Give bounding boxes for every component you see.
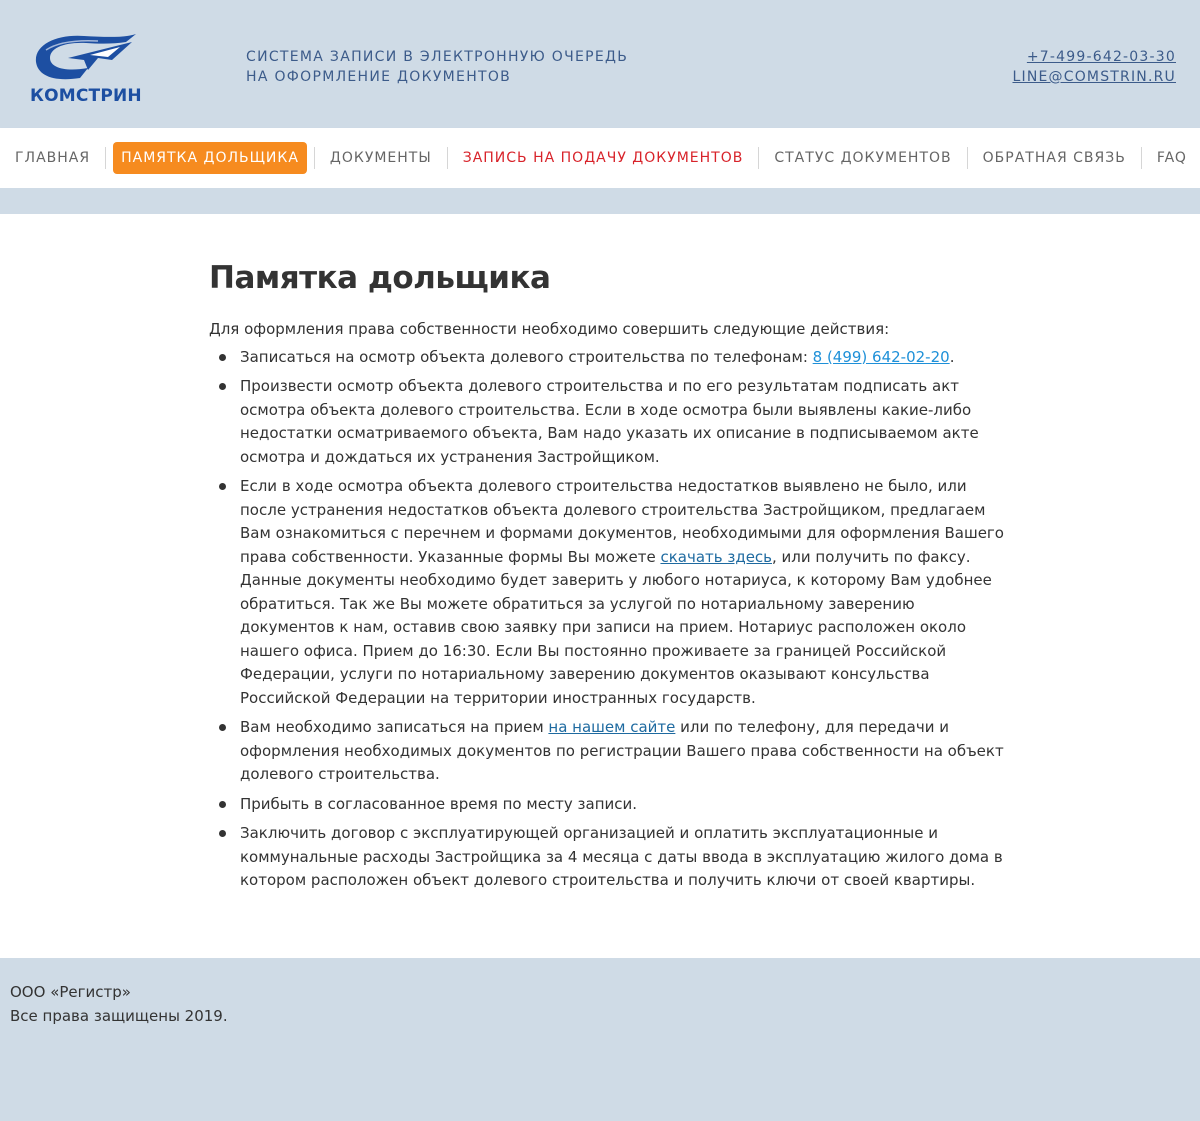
nav-divider	[1141, 147, 1142, 169]
article	[209, 260, 1009, 899]
step-3-text-end: , или получить по факсу. Данные документы необходимо будет заверить у любого нотариуса, к которому Вам удобнее обратиться. Так же Вы можете обратиться за услугой по нотариальному заверению документов к нам, оставив свою заявку при записи на прием. Нотариус расположен около нашего офиса. Прием до 16:30. Если Вы постоянно проживаете за границей Российской Федерации, услуги по нотариальному заверению документов оказывают консульства Российской Федерации на территории иностранных государств.	[240, 547, 992, 707]
list-item	[240, 822, 1009, 893]
list-item	[240, 375, 1009, 469]
step-3-text: Если в ходе осмотра объекта долевого строительства недостатков выявлено не было, или после устранения недостатков объекта долевого строительства Застройщиком, предлагаем Вам ознакомиться с перечнем и формами документов, необходимыми для оформления Вашего права собственности. Указанные формы Вы можете	[240, 477, 1004, 566]
nav-divider	[758, 147, 759, 169]
step-4-text: Вам необходимо записаться на прием	[240, 718, 549, 736]
site-footer	[10, 980, 228, 1028]
tagline-line-1: СИСТЕМА ЗАПИСИ В ЭЛЕКТРОННУЮ ОЧЕРЕДЬ	[246, 49, 629, 65]
step-4-text-end: или по телефону, для передачи и оформления необходимых документов по регистрации Вашего права собственности на объект долевого строительства.	[240, 718, 1004, 783]
nav-divider	[967, 147, 968, 169]
site-header	[0, 0, 1200, 128]
nav-item-feedback[interactable]: ОБРАТНАЯ СВЯЗЬ	[982, 150, 1126, 166]
tagline-line-2: НА ОФОРМЛЕНИЕ ДОКУМЕНТОВ	[246, 69, 512, 85]
nav-item-faq[interactable]: FAQ	[1156, 150, 1187, 166]
nav-divider	[447, 147, 448, 169]
step-1-text: Записаться на осмотр объекта долевого строительства по телефонам:	[240, 347, 813, 366]
nav-menu	[0, 142, 1200, 174]
footer-rights: Все права защищены 2019.	[10, 1007, 228, 1025]
nav-item-home[interactable]: ГЛАВНАЯ	[15, 150, 91, 166]
email-link[interactable]: LINE@COMSTRIN.RU	[1012, 69, 1176, 85]
steps-list	[209, 346, 1009, 893]
step-5-text: Прибыть в согласованное время по месту записи.	[240, 794, 638, 813]
bullet-icon	[219, 354, 226, 361]
list-item	[240, 793, 1009, 817]
footer-company: ООО «Регистр»	[10, 983, 131, 1001]
download-forms-link[interactable]: скачать здесь	[660, 547, 773, 566]
nav-divider	[314, 147, 315, 169]
header-contacts	[1012, 47, 1176, 87]
phone-link[interactable]: +7-499-642-03-30	[1026, 49, 1176, 65]
bullet-icon	[219, 483, 226, 490]
inspection-phone-link[interactable]: 8 (499) 642-02-20	[812, 347, 950, 366]
page-title: Памятка дольщика	[209, 260, 551, 296]
main-content	[0, 214, 1200, 958]
step-1-text-end: .	[949, 347, 955, 366]
intro-text: Для оформления права собственности необходимо совершить следующие действия:	[209, 320, 890, 338]
company-logo[interactable]	[28, 28, 148, 108]
nav-item-shareholder-memo[interactable]: ПАМЯТКА ДОЛЬЩИКА	[113, 142, 307, 174]
decorative-band	[0, 188, 1200, 214]
list-item	[240, 346, 1009, 370]
bullet-icon	[219, 801, 226, 808]
nav-item-submit-appointment[interactable]: ЗАПИСЬ НА ПОДАЧУ ДОКУМЕНТОВ	[462, 150, 744, 166]
logo-text: КОМСТРИН	[30, 86, 142, 106]
bullet-icon	[219, 724, 226, 731]
bullet-icon	[219, 383, 226, 390]
main-navigation	[0, 128, 1200, 188]
bullet-icon	[219, 830, 226, 837]
list-item	[240, 475, 1009, 710]
nav-item-documents[interactable]: ДОКУМЕНТЫ	[329, 150, 432, 166]
step-6-text: Заключить договор с эксплуатирующей организацией и оплатить эксплуатационные и коммунальные расходы Застройщика за 4 месяца с даты ввода в эксплуатацию жилого дома в котором расположен объект долевого строительства и получить ключи от своей квартиры.	[240, 824, 1003, 889]
nav-divider	[105, 147, 106, 169]
logo-swoosh-icon	[28, 28, 138, 84]
site-tagline	[246, 47, 628, 87]
list-item	[240, 716, 1009, 787]
our-site-link[interactable]: на нашем сайте	[548, 718, 676, 736]
step-2-text: Произвести осмотр объекта долевого строительства и по его результатам подписать акт осмотра объекта долевого строительства. Если в ходе осмотра были выявлены какие-либо недостатки осматриваемого объекта, Вам надо указать их описание в подписываемом акте осмотра и дождаться их устранения Застройщиком.	[240, 377, 979, 466]
nav-item-document-status[interactable]: СТАТУС ДОКУМЕНТОВ	[774, 150, 952, 166]
